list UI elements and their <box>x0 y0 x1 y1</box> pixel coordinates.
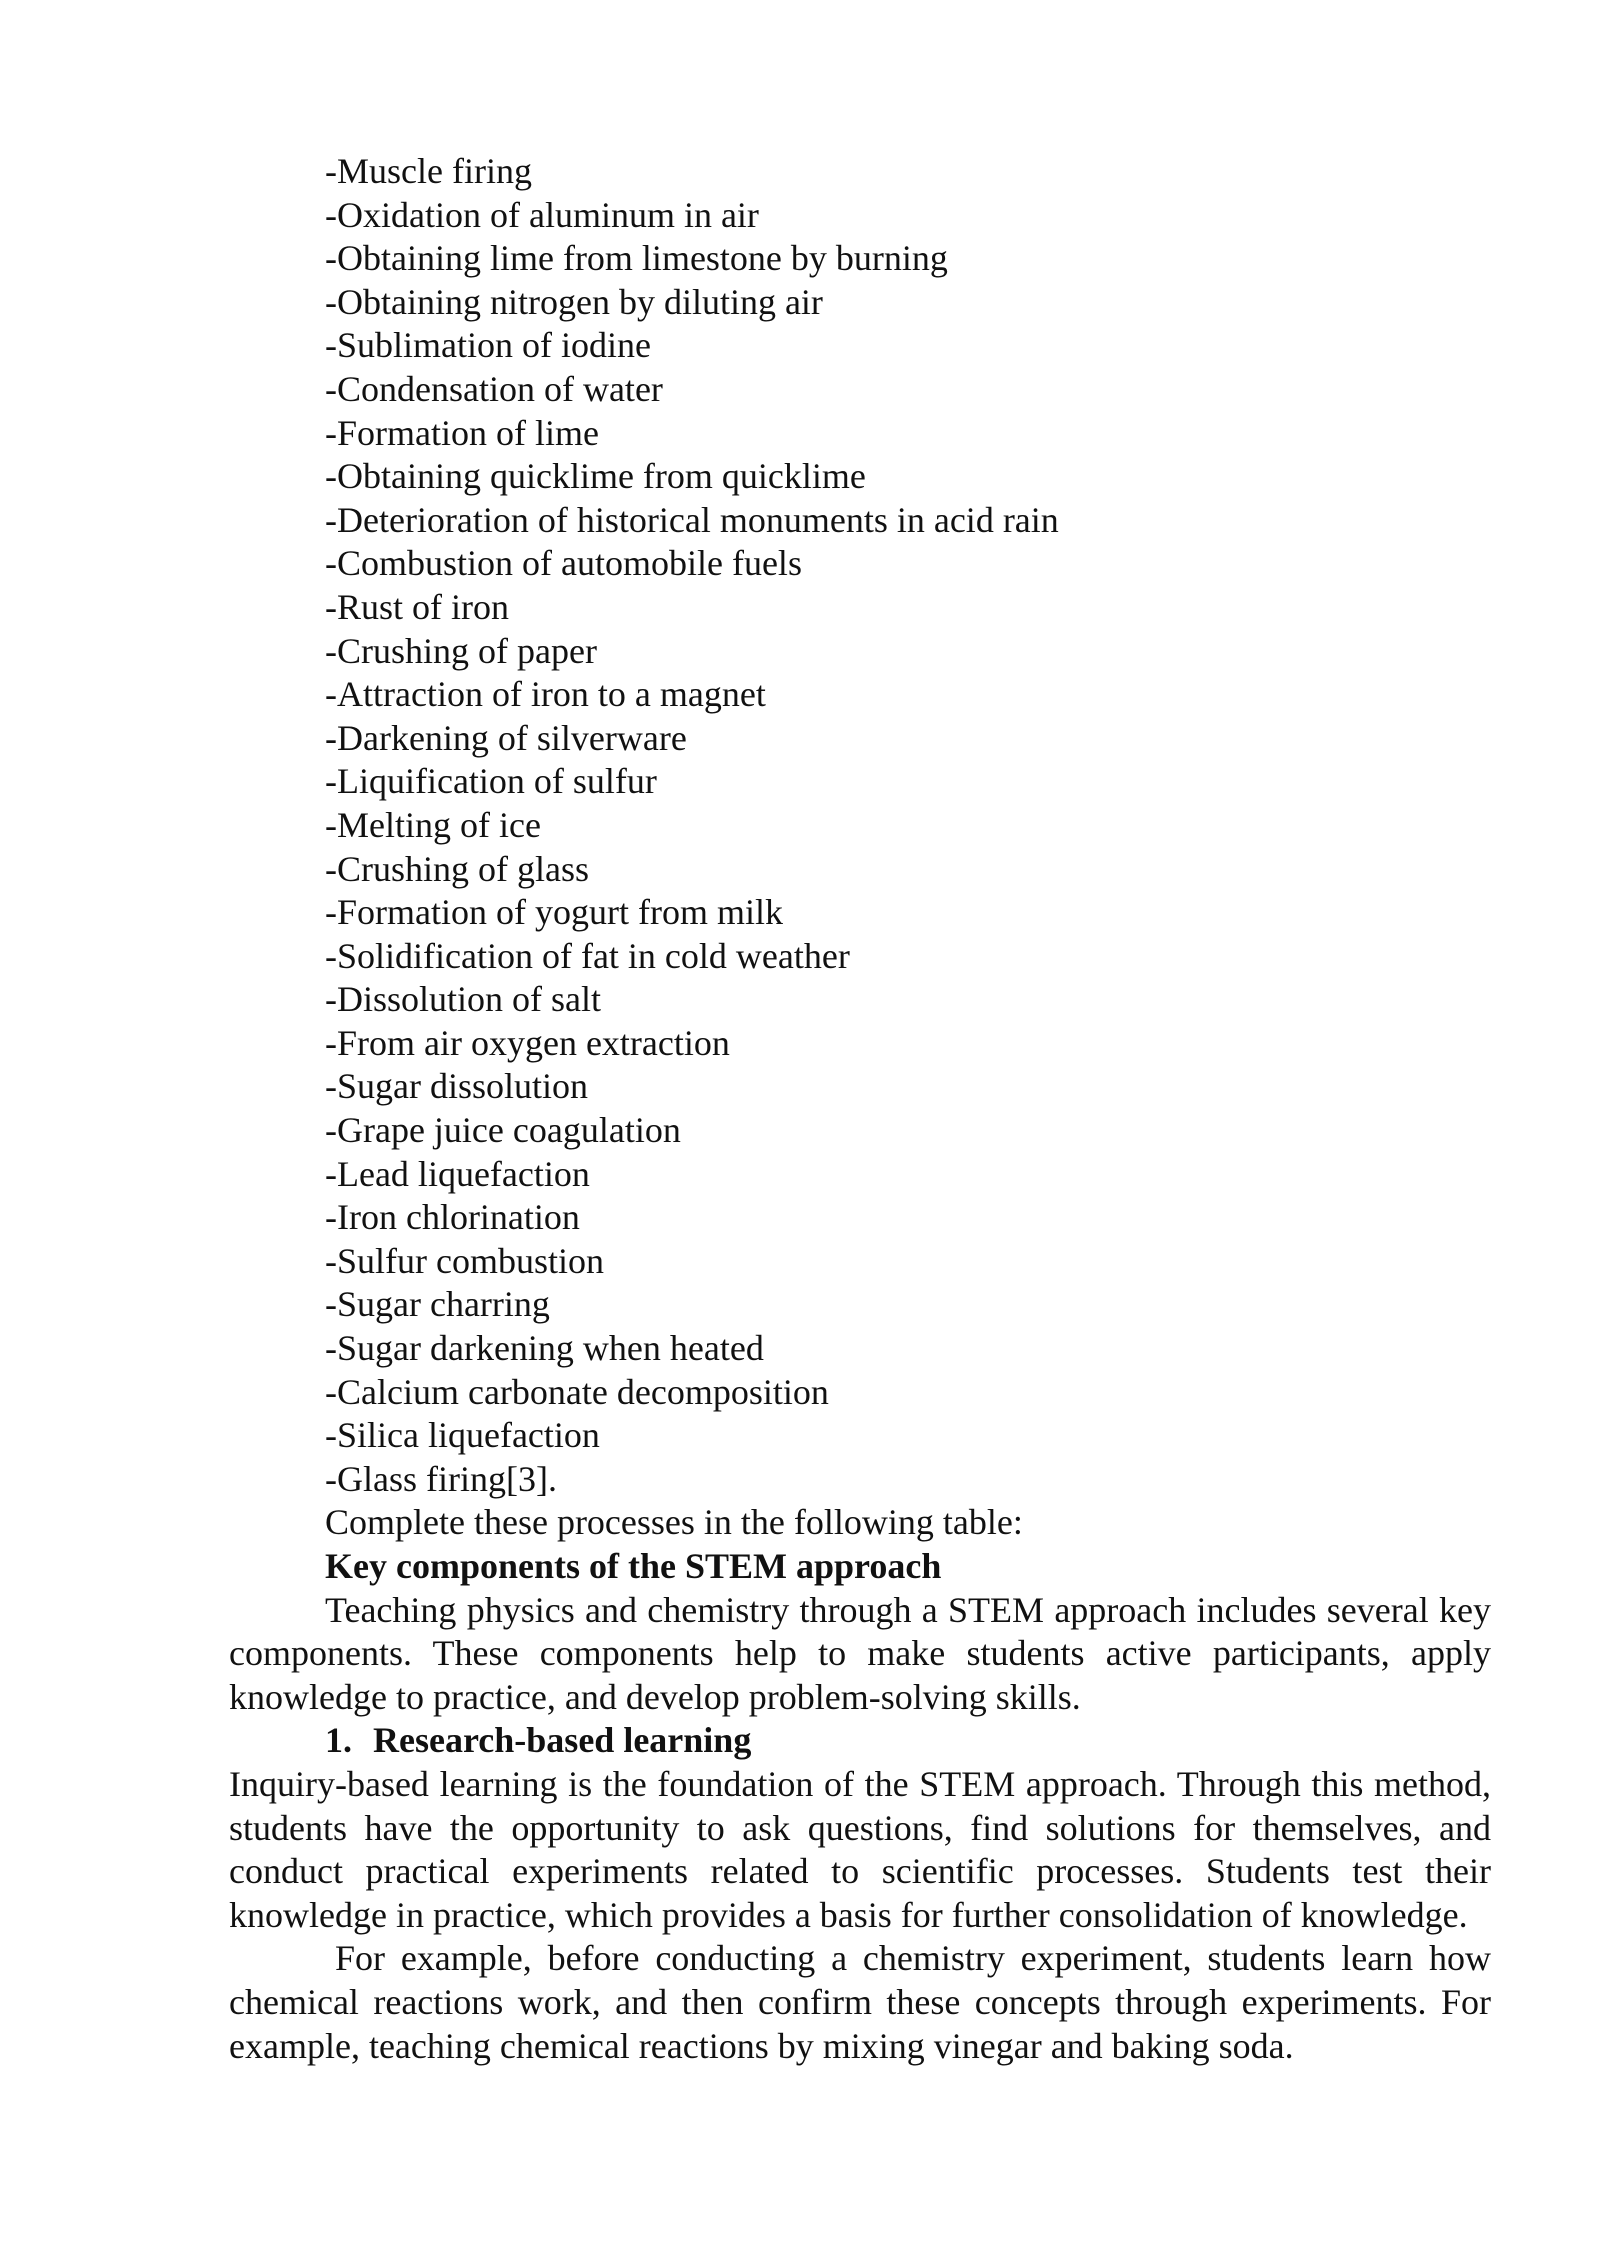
list-item: -Liquification of sulfur <box>325 761 657 802</box>
list-item: -Crushing of paper <box>325 630 597 671</box>
list-item: -Lead liquefaction <box>325 1153 590 1194</box>
list-item: -Obtaining nitrogen by diluting air <box>325 281 823 322</box>
list-item: -Grape juice coagulation <box>325 1110 681 1151</box>
subsection-title: Research-based learning <box>373 1720 752 1761</box>
list-item: -Silica liquefaction <box>325 1415 600 1456</box>
list-item: -Rust of iron <box>325 586 509 627</box>
list-item: -Solidification of fat in cold weather <box>325 935 850 976</box>
list-item: -Iron chlorination <box>325 1197 580 1238</box>
subsection-number: 1. <box>325 1720 352 1761</box>
list-item: -Formation of lime <box>325 412 599 453</box>
inquiry-paragraph: Inquiry-based learning is the foundation of the STEM approach. Through this method, students have the opportunity to ask questions, find solutions for themselves, and conduct practical experiments related to scientific processes. Students test their knowledge in practice, which provides a basis for further consolidation of knowledge. <box>229 1763 1491 1935</box>
list-item: -Sugar charring <box>325 1284 550 1325</box>
section-heading: Key components of the STEM approach <box>325 1546 942 1586</box>
list-item: -Sugar darkening when heated <box>325 1328 764 1369</box>
list-item: -Sugar dissolution <box>325 1066 589 1107</box>
list-item: -Melting of ice <box>325 804 541 845</box>
table-instruction: Complete these processes in the following table: <box>325 1502 1023 1543</box>
list-item: -Formation of yogurt from milk <box>325 892 783 933</box>
list-item: -Deterioration of historical monuments in acid rain <box>325 499 1059 540</box>
list-item: -Sulfur combustion <box>325 1240 604 1281</box>
list-item: -Condensation of water <box>325 368 663 409</box>
list-item: -Attraction of iron to a magnet <box>325 674 766 715</box>
list-item: -Oxidation of aluminum in air <box>325 194 759 235</box>
list-item: -Combustion of automobile fuels <box>325 543 802 584</box>
list-item: -Dissolution of salt <box>325 979 601 1020</box>
page-content <box>229 150 1491 2068</box>
list-item: -Sublimation of iodine <box>325 325 651 366</box>
list-item: -Obtaining lime from limestone by burning <box>325 238 948 279</box>
list-item: -Obtaining quicklime from quicklime <box>325 456 866 497</box>
intro-paragraph: Teaching physics and chemistry through a STEM approach includes several key components. These components help to make students active participants, apply knowledge to practice, and develop problem-solving skills. <box>229 1589 1491 1717</box>
list-item: -Muscle firing <box>325 151 532 191</box>
list-item: -Crushing of glass <box>325 848 589 889</box>
subsection-heading <box>229 1719 1491 1763</box>
process-list <box>229 150 1491 1501</box>
list-item: -Darkening of silverware <box>325 717 687 758</box>
list-item: -Calcium carbonate decomposition <box>325 1371 829 1412</box>
list-item: -From air oxygen extraction <box>325 1022 730 1063</box>
example-paragraph: For example, before conducting a chemistry experiment, students learn how chemical reactions work, and then confirm these concepts through experiments. For example, teaching chemical reactions by mixing vinegar and baking soda. <box>229 1938 1491 2066</box>
list-item: -Glass firing[3]. <box>325 1458 557 1499</box>
